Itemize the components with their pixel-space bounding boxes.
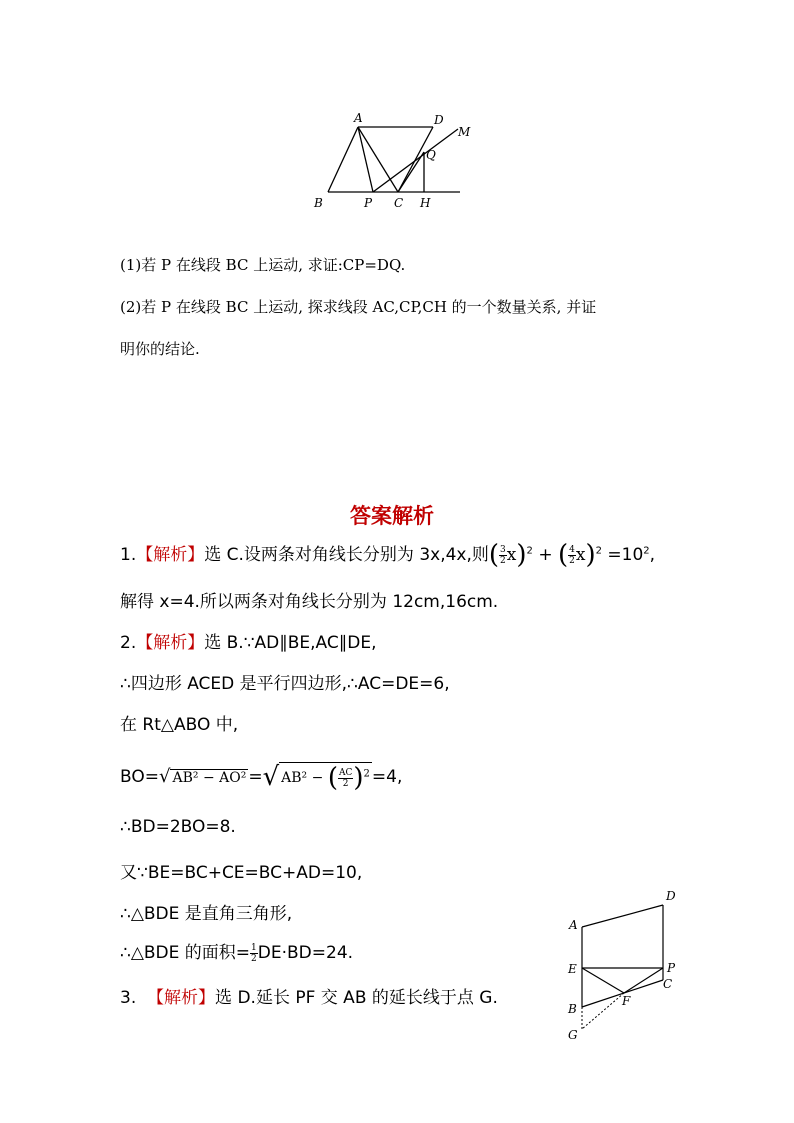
answer-item-1-line1: 1.【解析】选 C.设两条对角线长分别为 3x,4x,则( $\frac{3}{2}$ x)$^2$ + ( $\frac{4}{2}$ $x)^2 =10^2$, (120, 540, 656, 570)
answer-item-2-line2: ∴四边形 ACED 是平行四边形,∴AC=DE=6, (120, 674, 450, 694)
jiexi-label: 【解析】 (136, 545, 205, 565)
answer-item-2-line1: 2.【解析】选 B.∵AD∥BE,AC∥DE, (120, 633, 377, 653)
answer-item-1-line2: 解得 x=4.所以两条对角线长分别为 12cm,16cm. (120, 592, 499, 612)
fig2-label-B: B (568, 1002, 577, 1016)
fig2-label-D: D (666, 889, 676, 903)
fig1-label-P: P (364, 196, 373, 210)
fig1-label-D: D (434, 113, 444, 127)
fig2-label-C: C (663, 977, 673, 991)
question-part2-line2: 明你的结论. (120, 340, 200, 358)
answer-item-2-bo-formula: BO=√ AB² − AO² =√ AB² − ( $\frac{AC}{2}$ )$^2$ =4, (120, 762, 403, 793)
answer-item-2-line8: ∴△BDE 的面积= $\frac{1}{2}$ DE·BD=24. (120, 942, 354, 964)
question-part1: (1)若 P 在线段 BC 上运动, 求证:CP=DQ. (120, 256, 406, 274)
fig1-label-H: H (420, 196, 431, 210)
fig2-label-P: P (667, 961, 676, 975)
answer-item-2-line3: 在 Rt△ABO 中, (120, 715, 239, 735)
fig2-label-A: A (569, 918, 578, 932)
fig1-label-C: C (394, 196, 404, 210)
answer-title: 答案解析 (350, 504, 434, 528)
fig1-label-A: A (354, 111, 363, 125)
figure-parallelogram-2 (560, 885, 690, 1045)
answer-item-2-line7: ∴△BDE 是直角三角形, (120, 904, 293, 924)
fig2-label-E: E (568, 962, 577, 976)
question-part2-line1: (2)若 P 在线段 BC 上运动, 探求线段 AC,CP,CH 的一个数量关系, 并证 (120, 298, 597, 316)
figure-parallelogram-1 (300, 105, 480, 215)
answer-item-2-line6: 又∵BE=BC+CE=BC+AD=10, (120, 863, 363, 883)
answer-item-3-line1: 3. 【解析】选 D.延长 PF 交 AB 的延长线于点 G. (120, 988, 498, 1008)
fig1-label-B: B (314, 196, 323, 210)
fig1-label-M: M (458, 125, 471, 139)
answer-item-2-line5: ∴BD=2BO=8. (120, 817, 236, 837)
fig1-label-Q: Q (426, 148, 436, 162)
fig2-label-G: G (568, 1028, 578, 1042)
fig2-label-F: F (622, 994, 631, 1008)
